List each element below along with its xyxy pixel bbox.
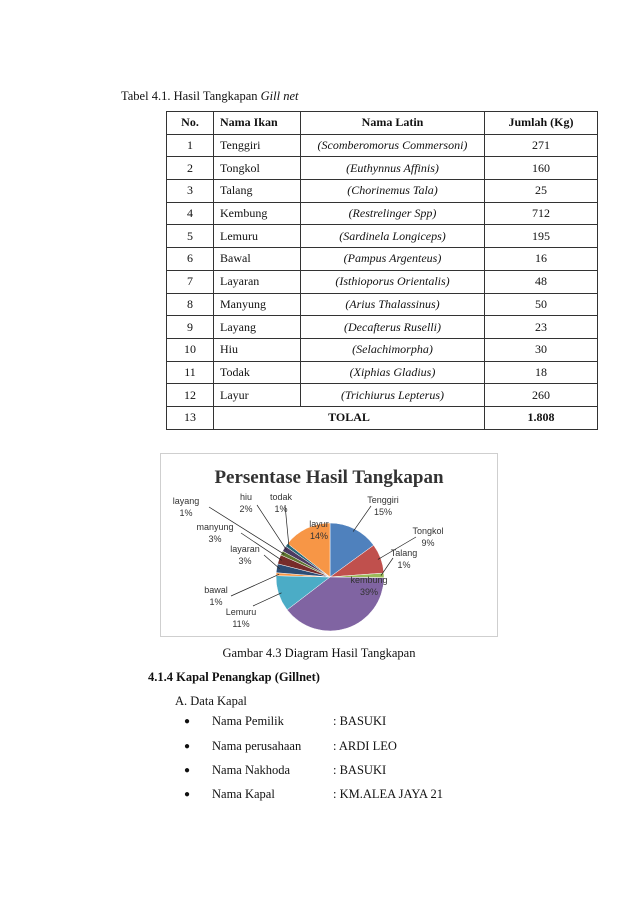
table-row [167,316,598,339]
cell-qty: 271 [485,134,598,157]
table-row [167,225,598,248]
cell-no: 4 [167,202,214,225]
slice-label: Tongkol [412,526,444,536]
table-row [167,270,598,293]
figure-caption: Gambar 4.3 Diagram Hasil Tangkapan [222,646,416,660]
boat-field-label: Nama Nakhoda [212,763,291,777]
cell-name: Bawal [214,248,301,271]
total-no: 13 [167,406,214,429]
boat-field-label: Nama Kapal [212,787,275,801]
cell-qty: 195 [485,225,598,248]
cell-latin: (Scomberomorus Commersoni) [301,134,485,157]
cell-name: Talang [214,180,301,203]
bullet-icon: ● [184,765,191,776]
cell-name: Tenggiri [214,134,301,157]
table-row [167,248,598,271]
slice-label: Lemuru [225,607,257,617]
cell-qty: 30 [485,338,598,361]
slice-percent: 39% [359,587,379,597]
table-row [167,180,598,203]
slice-label: layaran [230,544,260,554]
leader-line [353,506,371,532]
cell-latin: (Restrelinger Spp) [301,202,485,225]
catch-table [166,111,598,430]
cell-no: 6 [167,248,214,271]
slice-percent: 3% [208,534,222,544]
slice-label: manyung [196,522,234,532]
slice-percent: 14% [309,531,329,541]
table-row [167,384,598,407]
cell-qty: 25 [485,180,598,203]
total-value: 1.808 [485,406,598,429]
cell-latin: (Pampus Argenteus) [301,248,485,271]
slice-label: bawal [204,585,228,595]
cell-qty: 16 [485,248,598,271]
table-row [167,202,598,225]
cell-qty: 23 [485,316,598,339]
slice-label: Tenggiri [367,495,399,505]
cell-no: 8 [167,293,214,316]
slice-label: layur [309,519,329,529]
boat-field-value: : BASUKI [333,763,387,777]
cell-latin: (Chorinemus Tala) [301,180,485,203]
slice-label: kembung [350,575,388,585]
leader-line [253,593,282,606]
cell-latin: (Isthioporus Orientalis) [301,270,485,293]
bullet-icon: ● [184,716,191,727]
cell-latin: (Euthynnus Affinis) [301,157,485,180]
cell-qty: 18 [485,361,598,384]
cell-qty: 48 [485,270,598,293]
header-qty: Jumlah (Kg) [485,112,598,135]
cell-qty: 260 [485,384,598,407]
cell-name: Layur [214,384,301,407]
cell-no: 3 [167,180,214,203]
slice-percent: 2% [239,504,253,514]
leader-line [231,574,279,596]
slice-label: Talang [390,548,418,558]
cell-name: Todak [214,361,301,384]
boat-field-value: : ARDI LEO [333,739,397,753]
cell-name: Kembung [214,202,301,225]
cell-qty: 712 [485,202,598,225]
slice-label: todak [269,492,293,502]
table-row [167,293,598,316]
table-caption [121,89,299,104]
slice-percent: 9% [421,538,435,548]
subsection-heading: A. Data Kapal [175,694,247,708]
cell-name: Layang [214,316,301,339]
bullet-icon: ● [184,789,191,800]
slice-percent: 1% [209,597,223,607]
cell-latin: (Arius Thalassinus) [301,293,485,316]
total-label: TOLAL [214,406,485,429]
section-heading: 4.1.4 Kapal Penangkap (Gillnet) [148,670,320,684]
cell-no: 7 [167,270,214,293]
chart-title: Persentase Hasil Tangkapan [214,467,444,488]
cell-name: Layaran [214,270,301,293]
cell-latin: (Decafterus Ruselli) [301,316,485,339]
slice-label: hiu [239,492,253,502]
bullet-icon: ● [184,741,191,752]
header-no: No. [167,112,214,135]
table-row [167,338,598,361]
cell-name: Lemuru [214,225,301,248]
boat-field-value: : KM.ALEA JAYA 21 [333,787,443,801]
cell-no: 1 [167,134,214,157]
cell-latin: (Selachimorpha) [301,338,485,361]
slice-percent: 1% [274,504,288,514]
table-header-row [167,112,598,135]
cell-no: 10 [167,338,214,361]
cell-latin: (Sardinela Longiceps) [301,225,485,248]
cell-latin: (Trichiurus Lepterus) [301,384,485,407]
cell-no: 12 [167,384,214,407]
cell-no: 2 [167,157,214,180]
boat-field-value: : BASUKI [333,714,387,728]
cell-latin: (Xiphias Gladius) [301,361,485,384]
cell-no: 5 [167,225,214,248]
table-row [167,157,598,180]
cell-no: 11 [167,361,214,384]
table-caption-italic: Gill net [260,89,299,103]
total-row [167,406,598,429]
slice-label: layang [172,496,200,506]
cell-name: Tongkol [214,157,301,180]
table-caption-text: Tabel 4.1. Hasil Tangkapan [121,89,258,103]
slice-percent: 15% [373,507,393,517]
header-latin: Nama Latin [301,112,485,135]
boat-field-label: Nama Pemilik [212,714,284,728]
slice-percent: 1% [179,508,193,518]
cell-qty: 160 [485,157,598,180]
slice-percent: 11% [232,619,250,629]
pie-chart-svg [161,454,497,636]
cell-name: Manyung [214,293,301,316]
header-name: Nama Ikan [214,112,301,135]
pie-chart [160,453,498,637]
slice-percent: 1% [397,560,411,570]
slice-percent: 3% [238,556,252,566]
table-row [167,361,598,384]
boat-field-label: Nama perusahaan [212,739,302,753]
cell-no: 9 [167,316,214,339]
cell-qty: 50 [485,293,598,316]
cell-name: Hiu [214,338,301,361]
table-row [167,134,598,157]
